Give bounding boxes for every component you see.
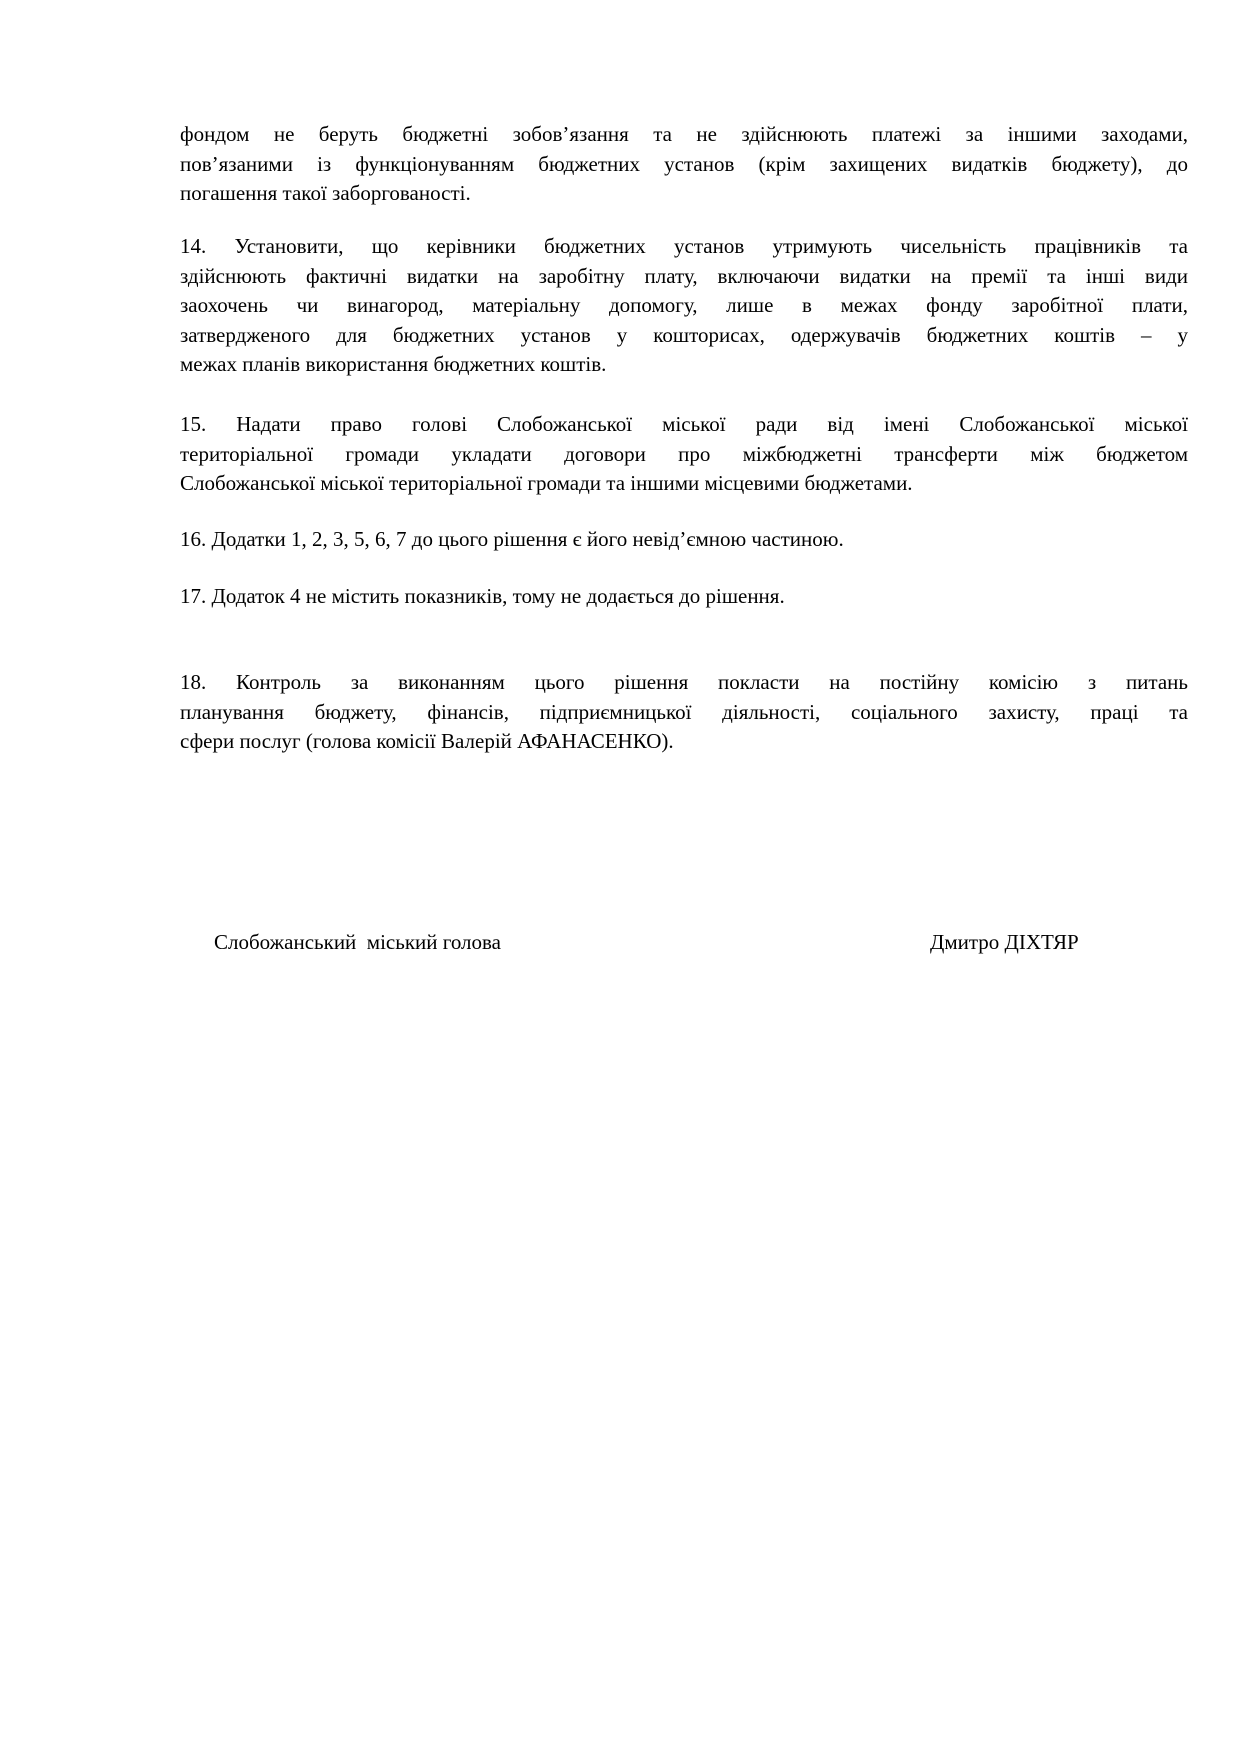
text-line: межах планів використання бюджетних коштів. — [180, 352, 607, 376]
text-line: 15. Надати право голові Слобожанської міської ради від імені Слобожанської міської — [180, 412, 1188, 436]
text-line: здійснюють фактичні видатки на заробітну плату, включаючи видатки на премії та інші види — [180, 263, 1188, 288]
text-line: пов’язаними із функціонуванням бюджетних установ (крім захищених видатків бюджету), до — [180, 151, 1188, 176]
text-line: територіальної громади укладати договори про міжбюджетні трансферти між бюджетом — [180, 441, 1188, 466]
paragraph-18 — [180, 668, 1188, 757]
paragraph-14 — [180, 232, 1188, 380]
text-line: 14. Установити, що керівники бюджетних установ утримують чисельність працівників та — [180, 234, 1188, 258]
text-line: сфери послуг (голова комісії Валерій АФАНАСЕНКО). — [180, 729, 674, 753]
text-line: фондом не беруть бюджетні зобов’язання та не здійснюють платежі за іншими заходами, — [180, 122, 1188, 146]
signature-name: Дмитро ДІХТЯР — [930, 930, 1079, 954]
text-line: 17. Додаток 4 не містить показників, тому не додається до рішення. — [180, 584, 785, 608]
paragraph-15 — [180, 410, 1188, 499]
text-line: затвердженого для бюджетних установ у кошторисах, одержувачів бюджетних коштів – у — [180, 322, 1188, 347]
text-line: погашення такої заборгованості. — [180, 181, 471, 205]
paragraph-13-continuation — [180, 120, 1188, 209]
paragraph-17 — [180, 582, 1188, 612]
text-line: 16. Додатки 1, 2, 3, 5, 6, 7 до цього рішення є його невід’ємною частиною. — [180, 527, 844, 551]
paragraph-16 — [180, 525, 1188, 555]
signature-position: Слобожанський міський голова — [214, 930, 501, 954]
text-line: Слобожанської міської територіальної громади та іншими місцевими бюджетами. — [180, 471, 913, 495]
text-line: заохочень чи винагород, матеріальну допомогу, лише в межах фонду заробітної плати, — [180, 293, 1188, 317]
text-line: 18. Контроль за виконанням цього рішення покласти на постійну комісію з питань — [180, 670, 1188, 694]
text-line: планування бюджету, фінансів, підприємницької діяльності, соціального захисту, праці та — [180, 699, 1188, 724]
